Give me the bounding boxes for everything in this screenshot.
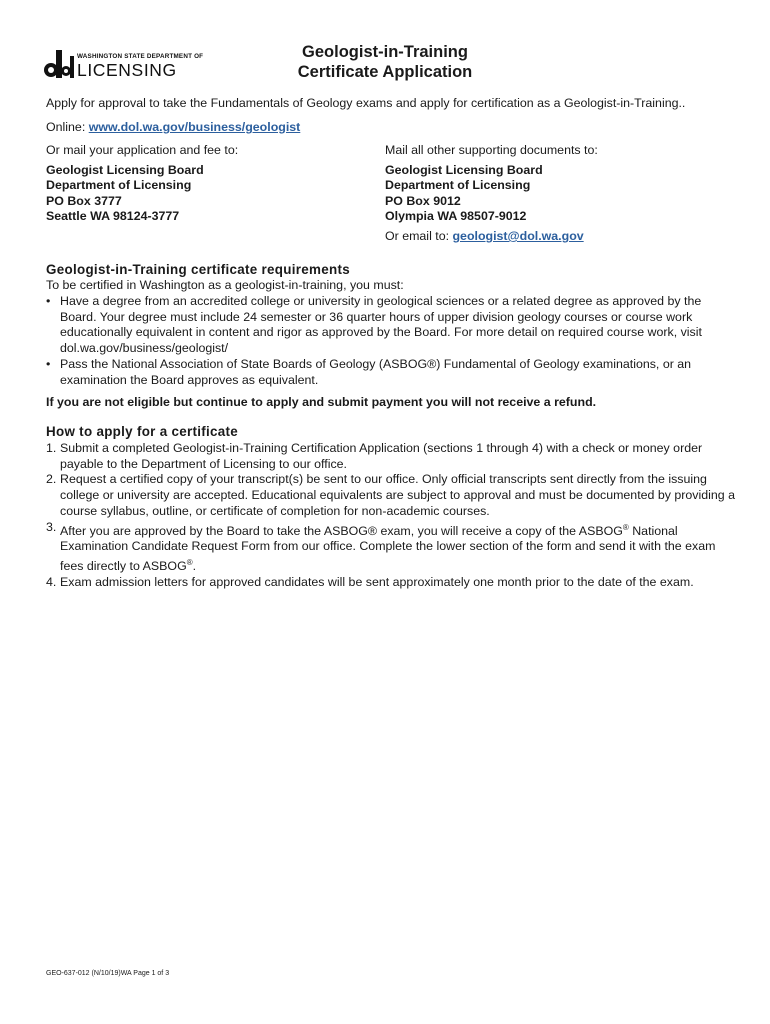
online-link[interactable]: www.dol.wa.gov/business/geologist (88, 120, 301, 134)
dol-logo (44, 50, 204, 82)
step-item (46, 520, 736, 575)
mail-docs-address (385, 163, 598, 225)
address-line: Geologist Licensing Board (385, 162, 543, 177)
registered-mark: ® (186, 558, 193, 568)
mail-fee-address (46, 163, 238, 225)
registered-mark: ® (622, 522, 629, 532)
online-label: Online: (46, 120, 89, 134)
email-link[interactable]: geologist@dol.wa.gov (452, 228, 584, 243)
logo-wordmark: LICENSING (77, 60, 177, 80)
step-text-a: After you are approved by the Board to take the ASBOG® exam, you will receive a copy of the ASBOG (60, 523, 623, 538)
mail-fee-lead: Or mail your application and fee to: (46, 143, 239, 157)
page-title-line1: Geologist-in-Training (302, 43, 468, 61)
email-label: Or email to: (385, 228, 453, 243)
step-number: 1. (46, 441, 57, 455)
requirements-heading: Geologist-in-Training certificate requirements (46, 262, 350, 277)
requirement-item: • Have a degree from an accredited college or university in geological sciences or a related degree as approved by the Board. Your degree must include 24 semester or 36 quarter hours of upper division geology courses or course work educationally equivalent in content and rigor as approved by the Board. For more detail on required course work, visit dol.wa.gov/business/geologist/ (46, 294, 736, 357)
step-item (46, 472, 736, 519)
address-line: PO Box 9012 (385, 193, 461, 208)
step-item (46, 575, 736, 591)
address-line: PO Box 3777 (46, 193, 122, 208)
refund-warning: If you are not eligible but continue to apply and submit payment you will not receive a refund. (46, 395, 597, 409)
form-footer: GEO-637-012 (N/10/19)WA Page 1 of 3 (46, 970, 170, 977)
step-text: Request a certified copy of your transcript(s) be sent to our office. Only official transcripts sent directly from the issuing college or university are accepted. Educational equivalents are subject to approval and must be documented by providing a course syllabus, outline, or certificate of completion for non-academic courses. (60, 472, 736, 518)
step-number: 3. (46, 519, 57, 534)
address-line: Geologist Licensing Board (46, 162, 204, 177)
step-text: Exam admission letters for approved candidates will be sent approximately one month prior to the date of the exam. (60, 574, 694, 589)
step-item (46, 441, 736, 472)
step-text: Submit a completed Geologist-in-Training Certification Application (sections 1 through 4) with a check or money order payable to the Department of Licensing to our office. (60, 441, 703, 471)
step-text-b: National Examination Candidate Request Form from our office. Complete the lower section of the form and send it with the exam fees directly to ASBOG (60, 523, 716, 574)
page-title (250, 42, 520, 82)
requirement-item: • Pass the National Association of State Boards of Geology (ASBOG®) Fundamental of Geology examinations, or an examination the Board approves as equivalent. (46, 357, 736, 388)
step-text-c: . (192, 559, 197, 574)
address-line: Seattle WA 98124-3777 (46, 209, 180, 224)
intro-text: Apply for approval to take the Fundamentals of Geology exams and apply for certification as a Geologist-in-Training.. (46, 96, 686, 110)
page-title-line2: Certificate Application (297, 63, 473, 81)
requirements-list (46, 294, 736, 388)
address-line: Olympia WA 98507-9012 (385, 209, 527, 224)
mail-fee-block (46, 143, 238, 225)
step-number: 2. (46, 472, 57, 487)
logo-agency-line: WASHINGTON STATE DEPARTMENT OF (77, 53, 204, 60)
how-to-apply-heading: How to apply for a certificate (46, 424, 239, 439)
mail-docs-lead: Mail all other supporting documents to: (385, 143, 598, 157)
step-number: 4. (46, 574, 57, 589)
dol-brand-mark-icon (44, 50, 74, 78)
email-line (385, 229, 598, 245)
mail-docs-block (385, 143, 598, 245)
how-to-apply-steps (46, 441, 736, 591)
address-line: Department of Licensing (385, 178, 531, 193)
address-line: Department of Licensing (46, 178, 192, 193)
online-line (46, 120, 300, 134)
requirements-intro: To be certified in Washington as a geologist-in-training, you must: (46, 278, 404, 292)
